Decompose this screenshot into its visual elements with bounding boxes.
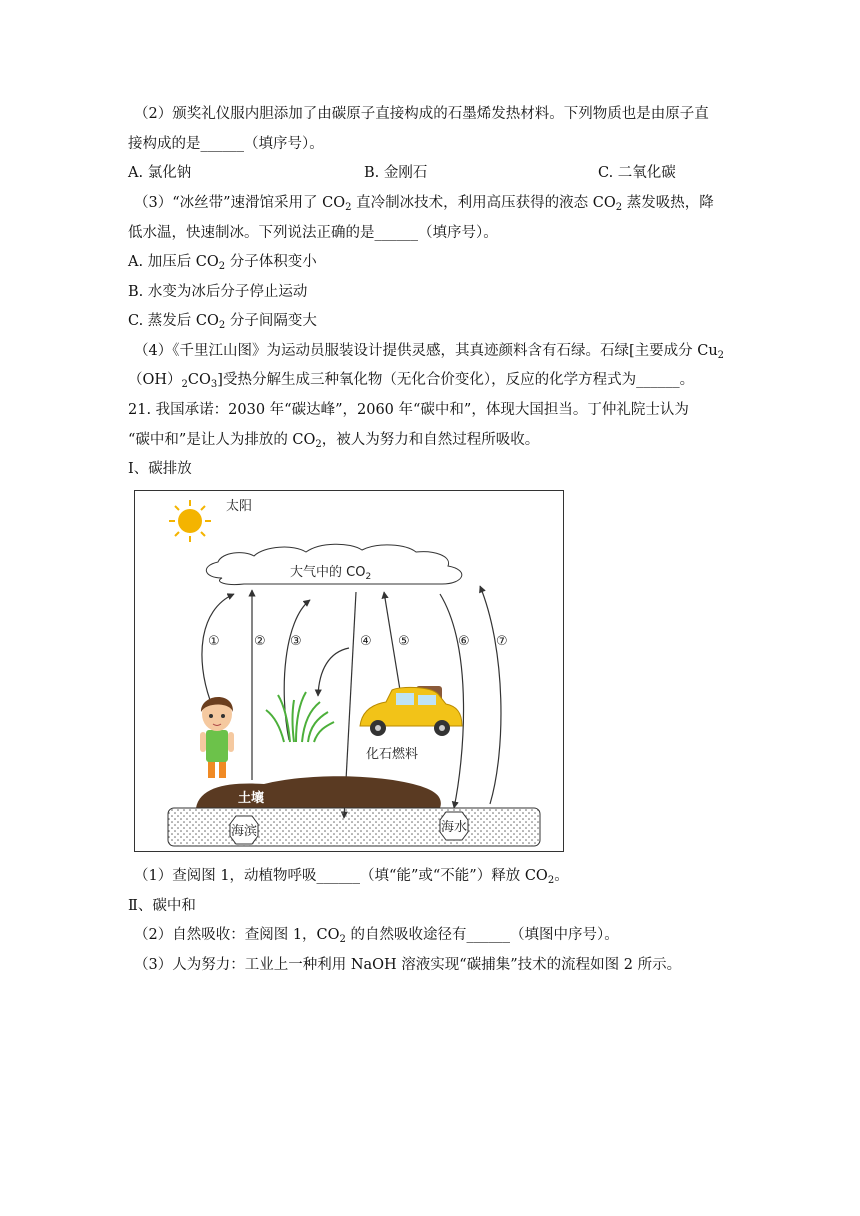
q20-p2-option-b: B. 金刚石	[364, 165, 428, 181]
path-number-3: ③	[290, 634, 302, 649]
path-number-1: ①	[208, 634, 220, 649]
q20-p3-option-b: B. 水变为冰后分子停止运动	[128, 284, 308, 300]
path-number-6: ⑥	[458, 634, 470, 649]
soil-label: 土壤	[238, 791, 265, 806]
q20-p3-option-a: A. 加压后 $CO_2$ 分子体积变小	[128, 254, 317, 272]
coast-label: 海滨	[231, 824, 258, 839]
carbon-cycle-figure	[134, 490, 564, 852]
atmosphere-co2-label: 大气中的 $CO_2$	[290, 565, 372, 582]
section-carbon-neutral: Ⅱ、碳中和	[128, 898, 196, 914]
q20-p2-option-a: A. 氯化钠	[128, 165, 192, 181]
q21-p1: （1）查阅图 1，动植物呼吸______（填“能”或“不能”）释放 $CO_2$。	[134, 868, 569, 886]
section-carbon-emission: Ⅰ、碳排放	[128, 461, 192, 477]
q20-p3-line2: 低水温，快速制冰。下列说法正确的是______（填序号）。	[128, 225, 498, 241]
q21-intro-line1: 21. 我国承诺：2030 年“碳达峰”，2060 年“碳中和”，体现大国担当。丁仲礼院士认为	[128, 402, 689, 418]
sea-label: 海水	[441, 820, 468, 835]
fossil-fuel-label: 化石燃料	[366, 747, 419, 762]
q21-p3: （3）人为努力：工业上一种利用 NaOH 溶液实现“碳捕集”技术的流程如图 2 所示。	[134, 957, 682, 973]
q20-p2-line2: 接构成的是______（填序号）。	[128, 136, 324, 152]
q20-p3-line1: （3）“冰丝带”速滑馆采用了 $CO_2$ 直冷制冰技术，利用高压获得的液态 $CO_2$ 蒸发吸热，降	[134, 195, 714, 213]
path-number-7: ⑦	[496, 634, 508, 649]
q20-p4-line2: $(OH)_2CO_3$]受热分解生成三种氧化物（无化合价变化），反应的化学方程式为______。	[128, 372, 695, 390]
sea-bar	[168, 808, 540, 846]
q20-p2-option-c: C. 二氧化碳	[598, 165, 676, 181]
q21-intro-line2: “碳中和”是让人为排放的 $CO_2$，被人为努力和自然过程所吸收。	[128, 432, 540, 450]
q20-p4-line1: （4）《千里江山图》为运动员服装设计提供灵感，其真迹颜料含有石绿。石绿[主要成分 $Cu_2$	[134, 343, 725, 361]
path-number-4: ④	[360, 634, 372, 649]
q20-p3-option-c: C. 蒸发后 $CO_2$ 分子间隔变大	[128, 313, 317, 331]
q21-p2: （2）自然吸收：查阅图 1，$CO_2$ 的自然吸收途径有______（填图中序号）。	[134, 927, 619, 945]
q20-p2-line1: （2）颁奖礼仪服内胆添加了由碳原子直接构成的石墨烯发热材料。下列物质也是由原子直	[134, 106, 709, 122]
path-number-5: ⑤	[398, 634, 410, 649]
sun-label: 太阳	[226, 499, 253, 514]
path-number-2: ②	[254, 634, 266, 649]
